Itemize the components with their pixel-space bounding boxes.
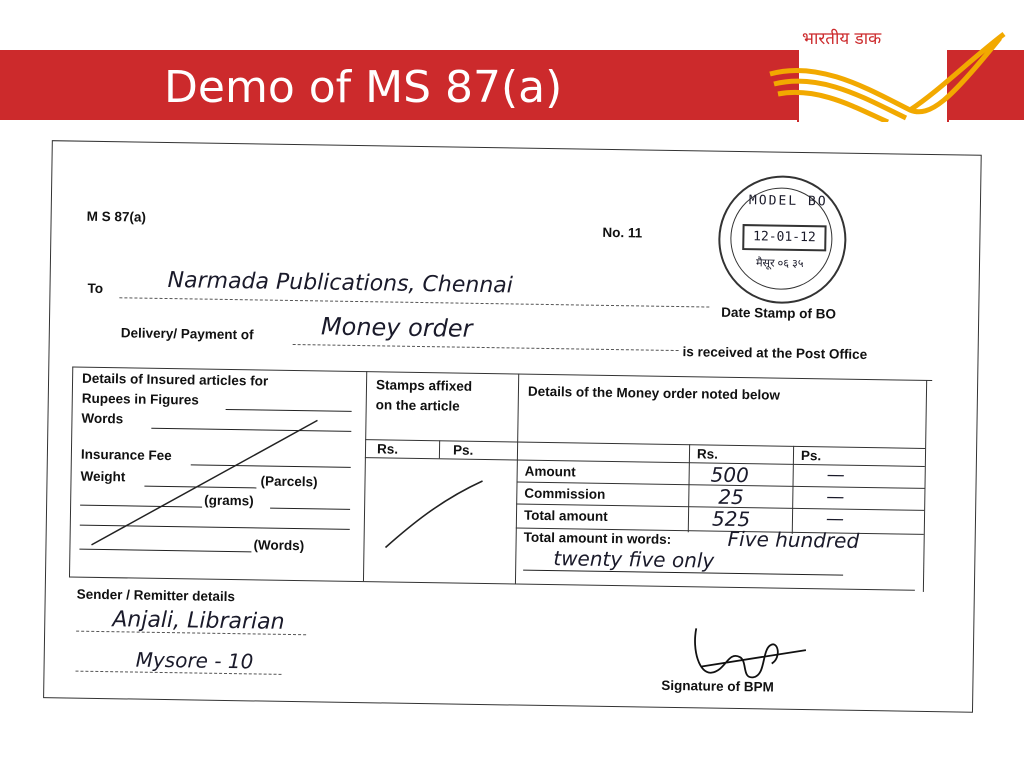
stamp-bottom-text: मैसूर ०६ ३५: [755, 257, 804, 271]
mo-rs-label: Rs.: [696, 446, 719, 462]
mo-row-rs: 500: [710, 462, 750, 488]
mo-row-rs: 525: [711, 506, 751, 532]
stamp-date: 12-01-12: [742, 224, 826, 251]
grams-label: (grams): [204, 492, 254, 509]
sender-address: Mysore - 10: [135, 647, 254, 674]
sender-name: Anjali, Librarian: [112, 607, 285, 635]
words-label: Words: [81, 410, 124, 427]
mo-row-ps: —: [826, 486, 845, 508]
insurance-fee-label: Insurance Fee: [80, 446, 172, 464]
delivery-label: Delivery/ Payment of: [120, 325, 254, 343]
weight-label: Weight: [80, 468, 126, 485]
to-value: Narmada Publications, Chennai: [167, 268, 514, 299]
date-stamp-label: Date Stamp of BO: [721, 304, 837, 322]
words2-label: (Words): [253, 537, 305, 554]
mo-row-label: Commission: [524, 485, 606, 502]
rupees-figures-label: Rupees in Figures: [81, 390, 199, 408]
serial-number: No. 11: [602, 224, 643, 241]
sender-label: Sender / Remitter details: [76, 586, 236, 605]
mo-row-ps: —: [825, 508, 845, 530]
ms87a-form: [31, 130, 1000, 745]
signature-label: Signature of BPM: [661, 677, 774, 695]
delivery-value: Money order: [320, 312, 473, 343]
parcels-label: (Parcels): [260, 473, 318, 490]
mo-words-value2: twenty five only: [553, 546, 715, 573]
mo-words-value1: Five hundred: [727, 526, 860, 553]
mo-row-label: Total amount: [523, 507, 608, 524]
stamps-nil-stroke: [379, 475, 490, 557]
insured-heading: Details of Insured articles for: [81, 370, 269, 389]
received-label: is received at the Post Office: [682, 344, 868, 363]
mo-ps-label: Ps.: [800, 447, 822, 464]
stamps-ps-label: Ps.: [452, 442, 474, 458]
cross-out-stroke: [87, 411, 329, 555]
india-post-logo-icon: [760, 30, 1024, 122]
stamps-affixed-heading2: on the article: [375, 397, 460, 414]
logo-caption: भारतीय डाक: [802, 29, 882, 49]
slide-title: Demo of MS 87(a): [164, 62, 563, 113]
mo-words-label: Total amount in words:: [523, 529, 672, 547]
form-number: M S 87(a): [86, 208, 147, 225]
money-order-heading: Details of the Money order noted below: [527, 383, 781, 403]
stamps-rs-label: Rs.: [376, 441, 399, 457]
mo-row-rs: 25: [718, 484, 744, 510]
stamps-affixed-heading1: Stamps affixed: [375, 377, 473, 394]
mo-row-ps: —: [826, 464, 845, 486]
to-label: To: [87, 280, 104, 297]
mo-row-label: Amount: [524, 463, 576, 480]
stamp-office-name: MODEL BO: [748, 193, 828, 210]
